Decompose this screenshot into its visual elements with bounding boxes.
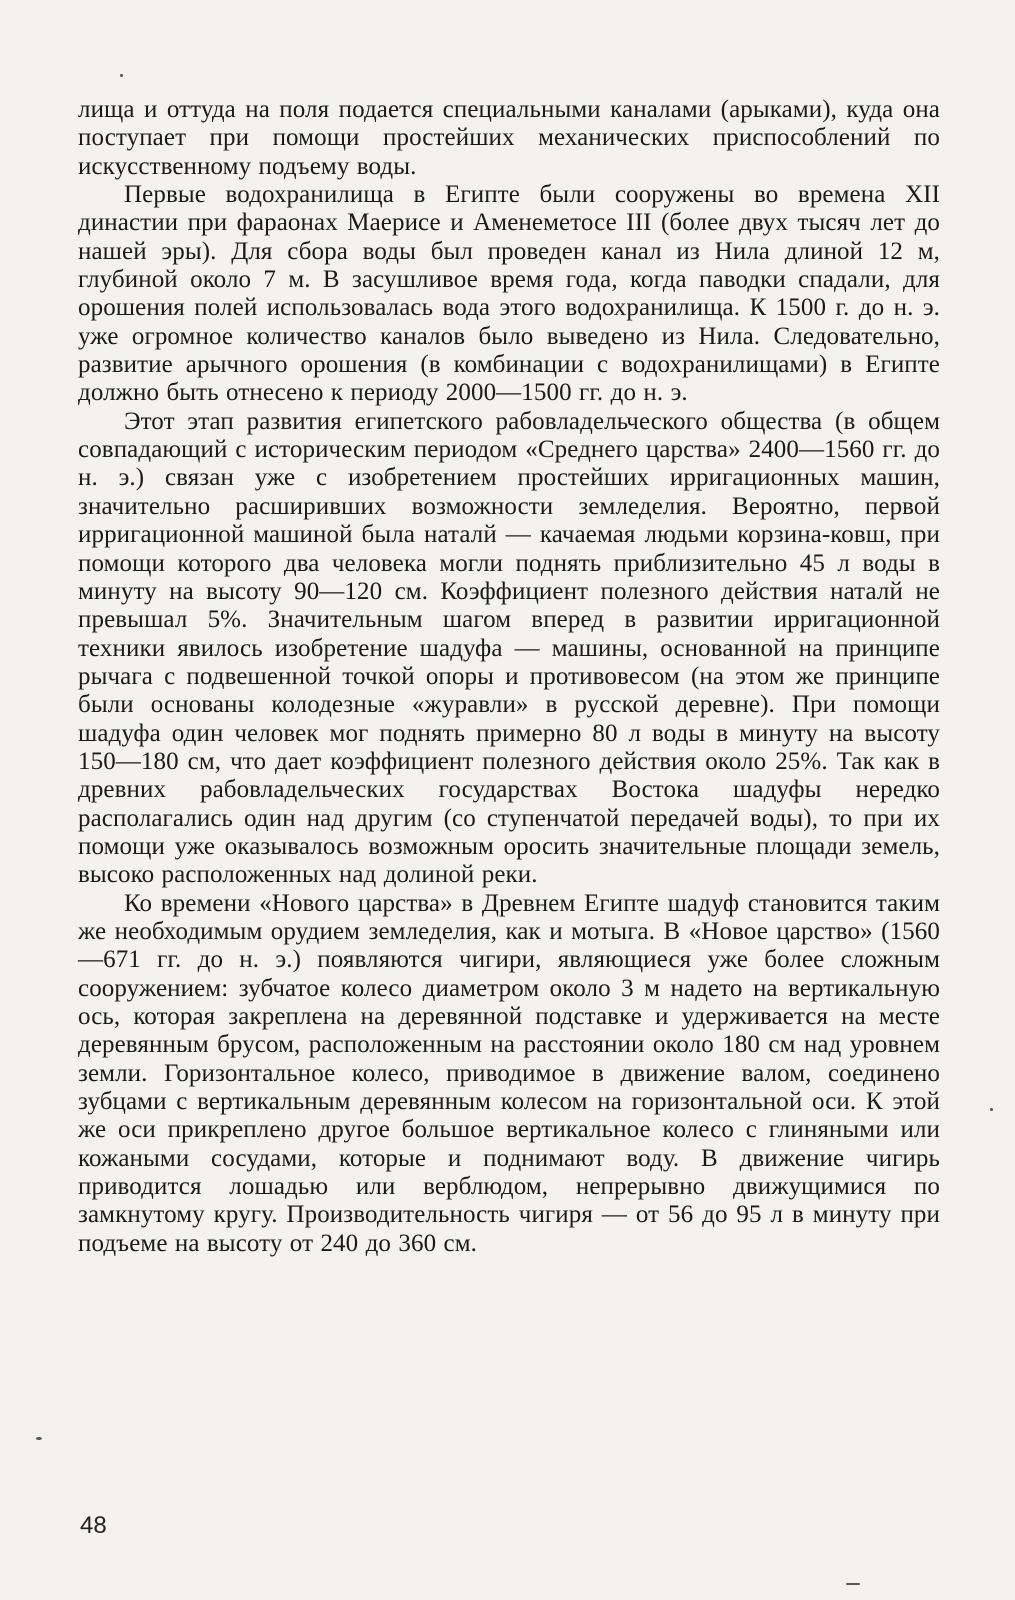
- paragraph-middle-kingdom: Этот этап развития египетского рабовладельческого общества (в общем совпадающий с историческим периодом «Среднего царства» 2400—1560 гг. до н. э.) связан уже с изобретением простейших ирригационных машин, значительно расширивших возможности земледелия. Вероятно, первой ирригационной машиной была наталй — качаемая людьми корзина-ковш, при помощи которого два человека могли поднять приблизительно 45 л воды в минуту на высоту 90—120 см. Коэффициент полезного действия наталй не превышал 5%. Значительным шагом вперед в развитии ирригационной техники явилось изобретение шадуфа — машины, основанной на принципе рычага с подвешенной точкой опоры и противовесом (на этом же принципе были основаны колодезные «журавли» в русской деревне). При помощи шадуфа один человек мог поднять примерно 80 л воды в минуту на высоту 150—180 см, что дает коэффициент полезного действия около 25%. Так как в древних рабовладельческих государствах Востока шадуфы нередко располагались один над другим (со ступенчатой передачей воды), то при их помощи уже оказывалось возможным оросить значительные площади земель, высоко расположенных над долиной реки.: [78, 407, 940, 889]
- scan-speck: [36, 1437, 42, 1440]
- scan-speck: [120, 74, 123, 77]
- paragraph-new-kingdom: Ко времени «Нового царства» в Древнем Египте шадуф становится таким же необходимым орудием земледелия, как и мотыга. В «Новое царство» (1560—671 гг. до н. э.) появляются чигири, являющиеся уже более сложным сооружением: зубчатое колесо диаметром около 3 м надето на вертикальную ось, которая закреплена на деревянной подставке и удерживается на месте деревянным брусом, расположенным на расстоянии около 180 см над уровнем земли. Горизонтальное колесо, приводимое в движение валом, соединено зубцами с вертикальным деревянным колесом на горизонтальной оси. К этой же оси прикреплено другое большое вертикальное колесо с глиняными или кожаными сосудами, которые и поднимают воду. В движение чигирь приводится лошадью или верблюдом, непрерывно движущимися по замкнутому кругу. Производительность чигиря — от 56 до 95 л в минуту при подъеме на высоту от 240 до 360 см.: [78, 889, 940, 1257]
- scan-speck: [990, 1108, 993, 1111]
- paragraph-continuation: лища и оттуда на поля подается специальными каналами (арыками), куда она поступает при помощи простейших механических приспособлений по искусственному подъему воды.: [78, 96, 940, 180]
- paragraph-reservoirs: Первые водохранилища в Египте были сооружены во времена XII династии при фараонах Маерисе и Аменеметосе III (более двух тысяч лет до нашей эры). Для сбора воды был проведен канал из Нила длиной 12 м, глубиной около 7 м. В засушливое время года, когда паводки спадали, для орошения полей использовалась вода этого водохранилища. К 1500 г. до н. э. уже огромное количество каналов было выведено из Нила. Следовательно, развитие арычного орошения (в комбинации с водохранилищами) в Египте должно быть отнесено к периоду 2000—1500 гг. до н. э.: [78, 181, 940, 407]
- page-body: [78, 96, 940, 1258]
- page-number: 48: [80, 1512, 107, 1539]
- scan-speck: [846, 1583, 860, 1585]
